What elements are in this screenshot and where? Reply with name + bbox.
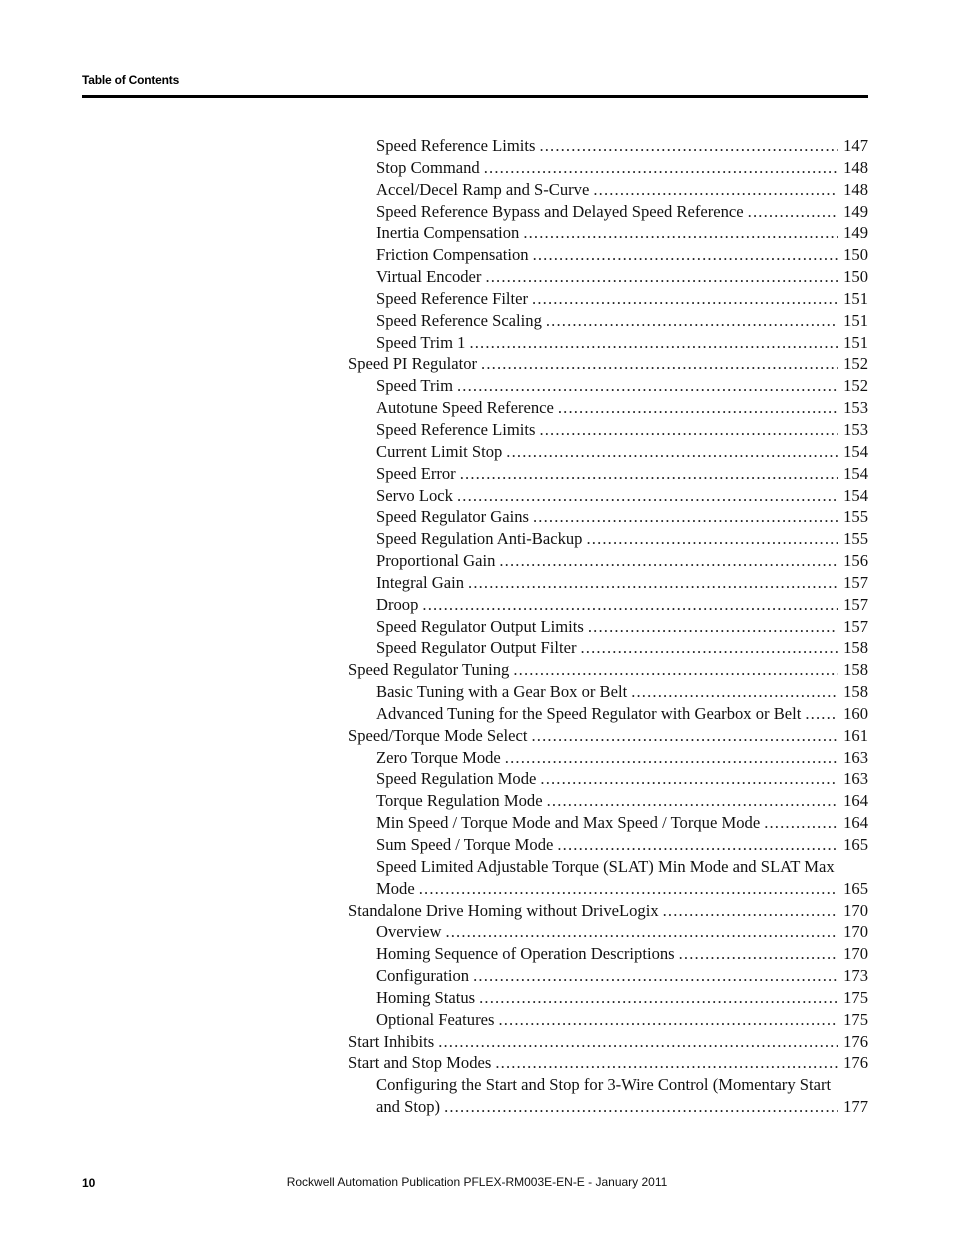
toc-entry[interactable] — [348, 900, 868, 922]
toc-entry-label: Zero Torque Mode — [376, 747, 501, 767]
dot-leader — [805, 703, 838, 725]
toc-list — [348, 135, 868, 1118]
toc-entry[interactable] — [348, 244, 868, 266]
toc-entry[interactable] — [348, 506, 868, 528]
toc-entry-label: Speed Reference Limits — [376, 136, 536, 155]
toc-entry[interactable] — [348, 1009, 868, 1031]
dot-leader — [513, 659, 838, 681]
toc-entry-page: 170 — [843, 900, 868, 920]
dot-leader — [468, 572, 838, 594]
header-rule — [82, 95, 868, 98]
dot-leader — [495, 1052, 838, 1074]
toc-entry[interactable] — [348, 332, 868, 354]
toc-entry[interactable] — [348, 419, 868, 441]
toc-entry[interactable] — [348, 747, 868, 769]
toc-entry[interactable] — [348, 965, 868, 987]
toc-entry[interactable] — [348, 179, 868, 201]
toc-entry-page: 149 — [843, 223, 868, 243]
toc-entry-label: Homing Sequence of Operation Descriptions — [376, 944, 675, 964]
toc-entry[interactable] — [348, 681, 868, 703]
toc-entry[interactable] — [348, 1074, 868, 1118]
toc-entry-label-continued: Mode — [376, 878, 415, 898]
toc-entry-page: 161 — [843, 725, 868, 745]
toc-entry-label: Configuration — [376, 966, 470, 986]
toc-entry[interactable] — [348, 266, 868, 288]
toc-entry[interactable] — [348, 485, 868, 507]
toc-entry[interactable] — [348, 528, 868, 550]
toc-entry-label: Optional Features — [376, 1009, 495, 1029]
toc-entry-page: 153 — [843, 419, 868, 439]
toc-entry-page: 154 — [843, 485, 868, 505]
toc-entry-page: 148 — [843, 179, 868, 199]
toc-entry-label: Integral Gain — [376, 572, 465, 592]
toc-entry-label: Standalone Drive Homing without DriveLogix — [348, 900, 659, 920]
footer-page-number: 10 — [82, 1176, 96, 1190]
dot-leader — [663, 900, 838, 922]
dot-leader — [533, 244, 839, 266]
dot-leader — [586, 528, 838, 550]
toc-entry-page: 147 — [843, 136, 868, 155]
toc-entry-label: Torque Regulation Mode — [376, 791, 543, 811]
toc-entry[interactable] — [348, 353, 868, 375]
dot-leader — [631, 681, 838, 703]
toc-entry[interactable] — [348, 572, 868, 594]
dot-leader — [558, 397, 838, 419]
toc-entry[interactable] — [348, 201, 868, 223]
toc-entry-page: 165 — [843, 878, 868, 898]
toc-entry-page: 157 — [843, 572, 868, 592]
dot-leader — [499, 550, 838, 572]
toc-entry-label: Min Speed / Torque Mode and Max Speed / Torque Mode — [376, 813, 761, 833]
toc-entry[interactable] — [348, 310, 868, 332]
toc-entry-page: 165 — [843, 835, 868, 854]
dot-leader — [580, 637, 838, 659]
dot-leader — [481, 353, 838, 375]
dot-leader — [506, 441, 838, 463]
toc-entry[interactable] — [348, 157, 868, 179]
dot-leader — [764, 812, 838, 834]
toc-entry-label: Autotune Speed Reference — [376, 398, 554, 418]
toc-entry-label: Speed Regulator Tuning — [348, 660, 510, 680]
toc-entry-label: Speed Regulator Gains — [376, 507, 529, 527]
toc-entry-page: 153 — [843, 398, 868, 418]
toc-entry-page: 151 — [843, 332, 868, 352]
toc-entry-label: Speed Reference Scaling — [376, 310, 542, 330]
toc-entry-label: Friction Compensation — [376, 245, 529, 265]
toc-entry-page: 152 — [843, 354, 868, 374]
dot-leader — [457, 485, 838, 507]
toc-entry-page: 158 — [843, 660, 868, 680]
dot-leader — [533, 506, 838, 528]
toc-entry-label: Speed Regulation Anti-Backup — [376, 529, 583, 549]
toc-entry-page: 163 — [843, 747, 868, 767]
toc-entry[interactable] — [348, 550, 868, 572]
toc-entry-label: Inertia Compensation — [376, 223, 520, 243]
toc-entry-page: 149 — [843, 201, 868, 221]
toc-entry[interactable] — [348, 856, 868, 900]
dot-leader — [540, 768, 838, 790]
toc-entry-label: Speed Reference Bypass and Delayed Speed Reference — [376, 201, 744, 221]
dot-leader — [469, 332, 838, 354]
toc-entry[interactable] — [348, 943, 868, 965]
toc-entry-label: Servo Lock — [376, 485, 453, 505]
toc-entry[interactable] — [348, 921, 868, 943]
dot-leader — [588, 616, 838, 638]
toc-entry-label: Speed Regulator Output Filter — [376, 638, 577, 658]
dot-leader — [498, 1009, 838, 1031]
toc-entry-label: Speed PI Regulator — [348, 354, 478, 374]
toc-entry-label: Speed/Torque Mode Select — [348, 725, 528, 745]
toc-entry-page: 150 — [843, 245, 868, 265]
dot-leader — [539, 135, 838, 157]
dot-leader — [444, 1096, 838, 1118]
toc-entry-page: 163 — [843, 769, 868, 789]
toc-entry-page: 156 — [843, 551, 868, 571]
toc-entry-label: Virtual Encoder — [376, 267, 482, 287]
toc-entry-label: Current Limit Stop — [376, 441, 503, 461]
dot-leader — [438, 1031, 838, 1053]
toc-entry-label: Start Inhibits — [348, 1031, 435, 1051]
toc-entry[interactable] — [348, 1052, 868, 1074]
toc-entry-page: 151 — [843, 288, 868, 308]
toc-entry-page: 154 — [843, 463, 868, 483]
toc-entry[interactable] — [348, 834, 868, 856]
toc-entry-page: 155 — [843, 507, 868, 527]
dot-leader — [679, 943, 838, 965]
toc-entry-page: 173 — [843, 966, 868, 986]
toc-entry-label: Speed Trim 1 — [376, 332, 466, 352]
toc-entry-page: 158 — [843, 682, 868, 702]
toc-entry-label-continued: and Stop) — [376, 1097, 441, 1117]
dot-leader — [419, 878, 838, 900]
dot-leader — [557, 834, 838, 856]
dot-leader — [422, 594, 838, 616]
dot-leader — [479, 987, 838, 1009]
toc-entry[interactable] — [348, 288, 868, 310]
toc-entry-page: 175 — [843, 987, 868, 1007]
toc-entry[interactable] — [348, 1031, 868, 1053]
toc-entry-page: 151 — [843, 310, 868, 330]
toc-entry[interactable] — [348, 441, 868, 463]
toc-entry[interactable] — [348, 375, 868, 397]
dot-leader — [460, 463, 838, 485]
toc-entry-page: 176 — [843, 1031, 868, 1051]
toc-entry[interactable] — [348, 790, 868, 812]
toc-entry-label: Start and Stop Modes — [348, 1053, 492, 1073]
toc-entry-label: Configuring the Start and Stop for 3-Wire Control (Momentary Start — [376, 1075, 832, 1095]
toc-entry-page: 164 — [843, 791, 868, 811]
dot-leader — [473, 965, 838, 987]
toc-entry-page: 158 — [843, 638, 868, 658]
toc-entry-page: 164 — [843, 813, 868, 833]
toc-entry-page: 155 — [843, 529, 868, 549]
toc-entry-page: 176 — [843, 1053, 868, 1073]
toc-entry-page: 152 — [843, 376, 868, 396]
toc-entry[interactable] — [348, 637, 868, 659]
toc-entry-page: 177 — [843, 1097, 868, 1117]
toc-entry[interactable] — [348, 659, 868, 681]
dot-leader — [457, 375, 838, 397]
dot-leader — [523, 222, 838, 244]
toc-entry[interactable] — [348, 397, 868, 419]
toc-entry-page: 150 — [843, 267, 868, 287]
toc-entry-label: Speed Error — [376, 463, 456, 483]
toc-entry-label: Sum Speed / Torque Mode — [376, 835, 554, 854]
dot-leader — [531, 725, 838, 747]
dot-leader — [539, 419, 838, 441]
toc-entry-page: 170 — [843, 922, 868, 942]
dot-leader — [485, 266, 838, 288]
toc-entry-label: Proportional Gain — [376, 551, 496, 571]
toc-entry-page: 157 — [843, 594, 868, 614]
toc-entry-label: Speed Limited Adjustable Torque (SLAT) Min Mode and SLAT Max — [376, 856, 835, 876]
dot-leader — [593, 179, 838, 201]
toc-entry[interactable] — [348, 725, 868, 747]
toc-entry[interactable] — [348, 594, 868, 616]
toc-entry[interactable] — [348, 616, 868, 638]
toc-entry[interactable] — [348, 222, 868, 244]
toc-entry-page: 154 — [843, 441, 868, 461]
dot-leader — [445, 921, 838, 943]
toc-entry-label: Accel/Decel Ramp and S-Curve — [376, 179, 590, 199]
toc-entry[interactable] — [348, 768, 868, 790]
dot-leader — [532, 288, 838, 310]
footer-publication: Rockwell Automation Publication PFLEX-RM003E-EN-E - January 2011 — [286, 1175, 668, 1189]
toc-entry-page: 160 — [843, 703, 868, 723]
dot-leader — [748, 201, 838, 223]
toc-entry[interactable] — [348, 463, 868, 485]
toc-entry-page: 170 — [843, 944, 868, 964]
toc-entry[interactable] — [348, 135, 868, 157]
toc-entry-label: Overview — [376, 922, 442, 942]
toc-entry-page: 175 — [843, 1009, 868, 1029]
toc-entry-label: Droop — [376, 594, 419, 614]
running-header-title: Table of Contents — [82, 73, 180, 87]
toc-entry[interactable] — [348, 812, 868, 834]
toc-entry-page: 157 — [843, 616, 868, 636]
toc-entry-label: Speed Reference Filter — [376, 288, 529, 308]
dot-leader — [546, 310, 838, 332]
dot-leader — [484, 157, 838, 179]
toc-entry-label: Stop Command — [376, 157, 480, 177]
toc-entry-label: Homing Status — [376, 987, 476, 1007]
toc-entry-label: Speed Regulator Output Limits — [376, 616, 584, 636]
toc-entry-label: Advanced Tuning for the Speed Regulator with Gearbox or Belt — [376, 703, 802, 723]
toc-entry-label: Speed Trim — [376, 376, 453, 396]
toc-entry-page: 148 — [843, 157, 868, 177]
toc-entry[interactable] — [348, 703, 868, 725]
toc-entry-label: Speed Regulation Mode — [376, 769, 537, 789]
toc-entry-label: Speed Reference Limits — [376, 419, 536, 439]
dot-leader — [547, 790, 839, 812]
toc-entry-label: Basic Tuning with a Gear Box or Belt — [376, 682, 628, 702]
toc-entry[interactable] — [348, 987, 868, 1009]
dot-leader — [505, 747, 838, 769]
